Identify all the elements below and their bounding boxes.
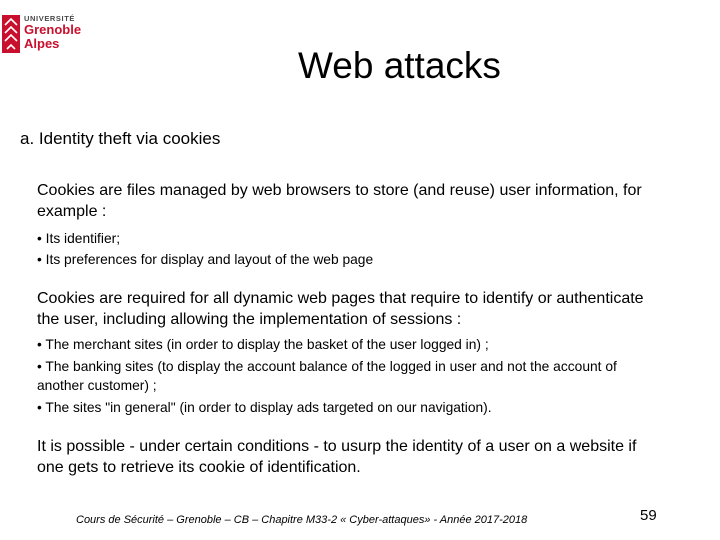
bullet-preferences: • Its preferences for display and layout of the web page	[37, 252, 374, 267]
university-logo	[2, 14, 92, 56]
page-number: 59	[640, 507, 657, 524]
bullet-banking-sites: • The banking sites (to display the account balance of the logged in user and not the account of another customer) ;	[37, 359, 617, 393]
paragraph-cookies-definition: Cookies are files managed by web browsers to store (and reuse) user information, for example :	[37, 182, 642, 220]
footer-text: Cours de Sécurité – Grenoble – CB – Chapitre M33-2 « Cyber-attaques» - Année 2017-2018	[76, 514, 528, 526]
bullet-merchant-sites: • The merchant sites (in order to display the basket of the user logged in) ;	[37, 337, 489, 352]
logo-line-universite: UNIVERSITÉ	[24, 14, 76, 23]
bullet-identifier: • Its identifier;	[37, 231, 121, 246]
logo-wordmark	[24, 14, 81, 50]
logo-line-grenoble: Grenoble	[24, 22, 82, 37]
logo-mark-icon	[2, 15, 20, 53]
logo-line-alpes: Alpes	[24, 35, 60, 51]
paragraph-identity-usurp: It is possible - under certain conditions - to usurp the identity of a user on a website if one gets to retrieve its cookie of identification.	[37, 438, 637, 476]
section-heading: a. Identity theft via cookies	[20, 129, 221, 148]
slide-title: Web attacks	[298, 45, 501, 86]
paragraph-cookies-required: Cookies are required for all dynamic web pages that require to identify or authenticate the user, including allowing the implementation of sessions :	[37, 290, 644, 328]
bullet-general-sites: • The sites "in general" (in order to display ads targeted on our navigation).	[37, 400, 492, 415]
